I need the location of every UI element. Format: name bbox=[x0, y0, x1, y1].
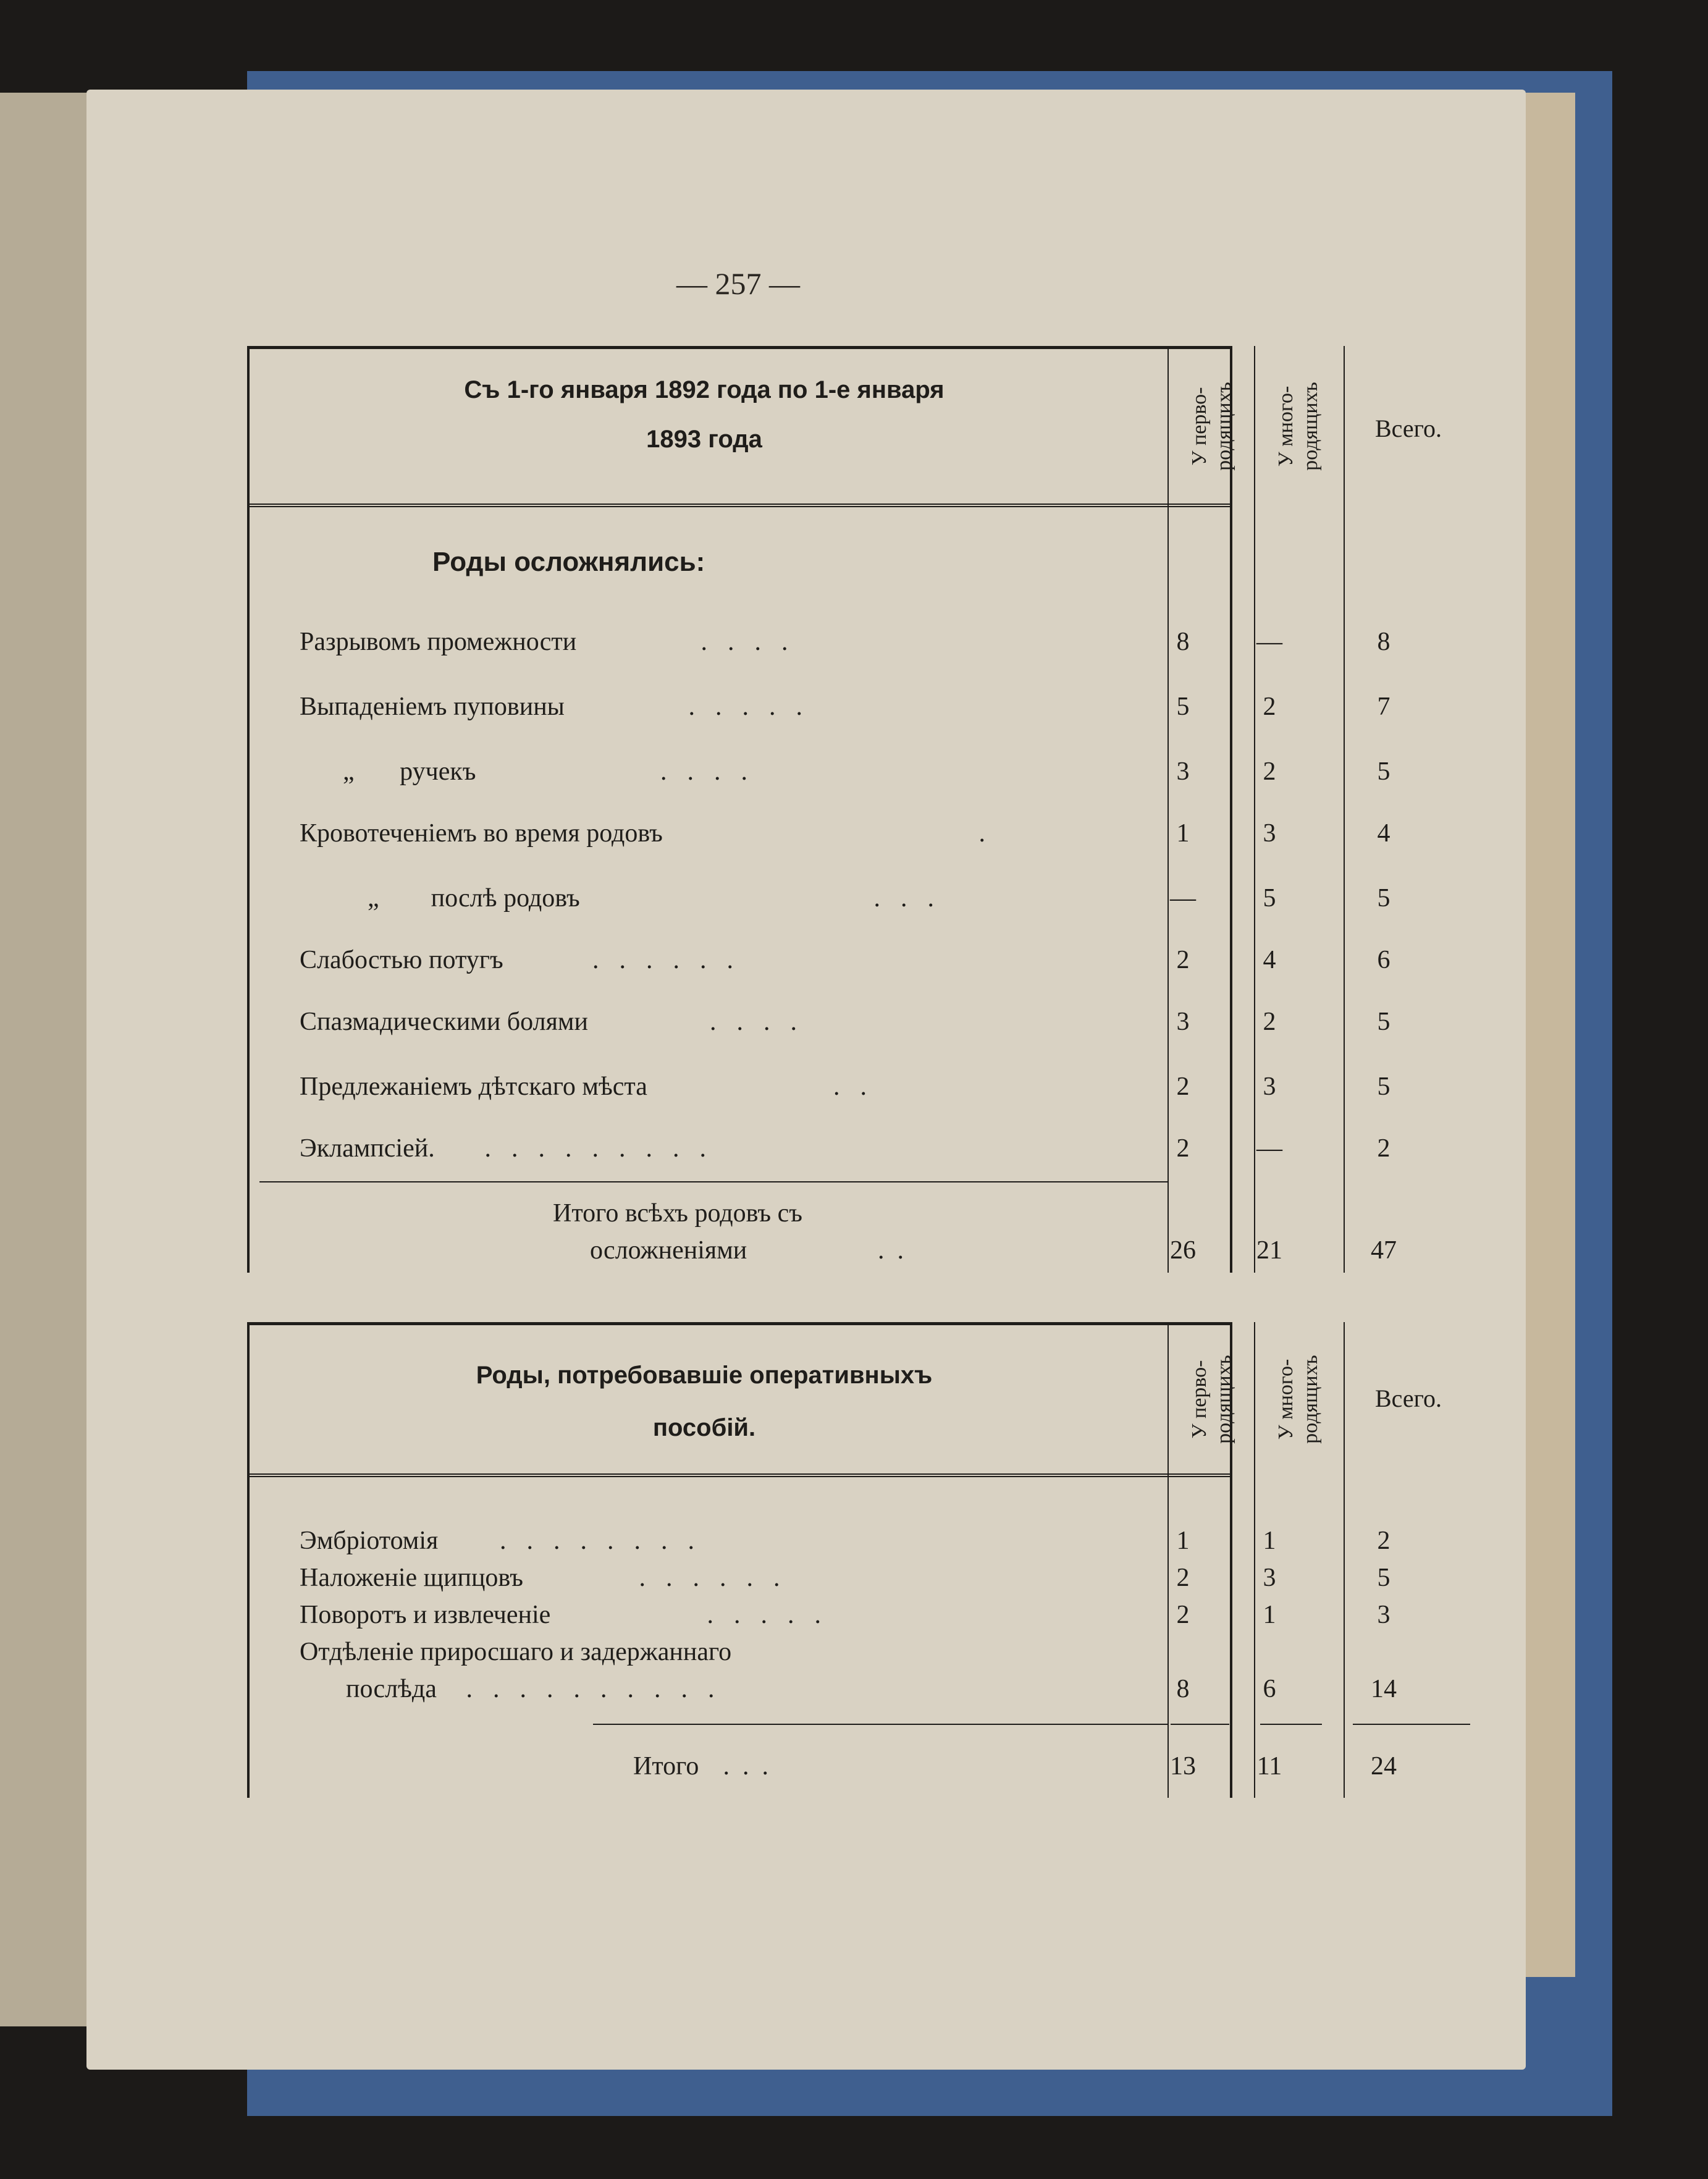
total-primiparae: 26 bbox=[1170, 1236, 1196, 1265]
cell-primiparae: 8 bbox=[1176, 628, 1190, 656]
table-header-line1: Роды, потребовавшіе оперативныхъ bbox=[476, 1362, 933, 1389]
cell-primiparae: 2 bbox=[1176, 1601, 1190, 1629]
row-label: „ ручекъ bbox=[343, 757, 476, 786]
row-label: Эклампсіей. bbox=[300, 1134, 435, 1163]
cell-multiparae: 3 bbox=[1263, 1073, 1276, 1101]
cell-primiparae: 2 bbox=[1176, 946, 1190, 974]
cell-primiparae: 3 bbox=[1176, 1008, 1190, 1036]
row-leader-dots: . . . . . . . . . bbox=[476, 1134, 709, 1163]
row-label: Разрывомъ промежности bbox=[300, 628, 577, 656]
table-header-line1: Съ 1-го января 1892 года по 1-е января bbox=[464, 376, 944, 403]
cell-total: 5 bbox=[1377, 1008, 1390, 1036]
cell-multiparae: 5 bbox=[1263, 884, 1276, 912]
table-row bbox=[247, 1637, 1232, 1674]
table-operations bbox=[247, 1322, 1442, 1798]
row-label: Отдѣленіе приросшаго и задержаннаго bbox=[300, 1638, 732, 1666]
row-leader-dots: . . . . . . . . . . bbox=[457, 1675, 717, 1703]
table-row bbox=[247, 692, 1390, 729]
page-number: — 257 — bbox=[676, 266, 800, 301]
table-row bbox=[247, 819, 1390, 856]
left-page-edge bbox=[0, 93, 93, 2026]
table-row bbox=[247, 1134, 1390, 1171]
total-leader-dots: . . bbox=[865, 1236, 904, 1265]
cell-multiparae: 3 bbox=[1263, 819, 1276, 848]
row-leader-dots: . . . . bbox=[642, 757, 750, 786]
total-all: 47 bbox=[1371, 1236, 1397, 1265]
table-complications bbox=[247, 346, 1442, 1273]
table-row bbox=[247, 627, 1390, 664]
cell-total: 4 bbox=[1377, 819, 1390, 848]
total-rule bbox=[1171, 1724, 1229, 1725]
cell-multiparae: 6 bbox=[1263, 1675, 1276, 1703]
table-row bbox=[247, 945, 1390, 982]
row-leader-dots: . . . . bbox=[692, 628, 791, 656]
row-label: Выпаденіемъ пуповины bbox=[300, 693, 565, 721]
row-label: Эмбріотомія bbox=[300, 1527, 439, 1555]
header-separator bbox=[247, 1473, 1232, 1477]
table-header-line2: пособій. bbox=[652, 1414, 756, 1441]
cell-multiparae: — bbox=[1256, 1134, 1282, 1163]
cell-multiparae: 4 bbox=[1263, 946, 1276, 974]
cell-primiparae: 2 bbox=[1176, 1134, 1190, 1163]
row-leader-dots: . . . . . bbox=[679, 693, 805, 721]
total-label: Итого bbox=[633, 1752, 699, 1781]
cell-primiparae: 5 bbox=[1176, 693, 1190, 721]
total-leader-dots: . . . bbox=[717, 1752, 768, 1781]
row-label: послѣда bbox=[346, 1675, 437, 1703]
cell-multiparae: 1 bbox=[1263, 1601, 1276, 1629]
cell-primiparae: 3 bbox=[1176, 757, 1190, 786]
column-divider bbox=[1344, 1322, 1345, 1798]
row-leader-dots: . . . . . bbox=[698, 1601, 823, 1629]
table-total-row bbox=[247, 1751, 1397, 1789]
cell-total: 5 bbox=[1377, 1073, 1390, 1101]
total-multiparae: 11 bbox=[1256, 1752, 1282, 1781]
table-row bbox=[247, 1600, 1390, 1637]
row-label: Предлежаніемъ дѣтскаго мѣста bbox=[300, 1073, 647, 1101]
cell-total: 7 bbox=[1377, 693, 1390, 721]
cell-primiparae: 2 bbox=[1176, 1073, 1190, 1101]
row-label: Спазмадическими болями bbox=[300, 1008, 588, 1036]
cell-total: 14 bbox=[1371, 1675, 1397, 1703]
cell-multiparae: 2 bbox=[1263, 693, 1276, 721]
row-leader-dots: . bbox=[970, 819, 988, 848]
cell-total: 8 bbox=[1377, 628, 1390, 656]
cell-total: 3 bbox=[1377, 1601, 1390, 1629]
cell-primiparae: 2 bbox=[1176, 1564, 1190, 1592]
table-row bbox=[247, 1072, 1390, 1109]
table-top-rule bbox=[247, 346, 1232, 349]
section-subtitle: Роды осложнялись: bbox=[432, 547, 705, 577]
row-leader-dots: . . . . . . . . bbox=[482, 1527, 697, 1555]
table-total-row bbox=[247, 1236, 1397, 1273]
cell-primiparae: 8 bbox=[1176, 1675, 1190, 1703]
total-label-line1: Итого всѣхъ родовъ съ bbox=[553, 1199, 802, 1228]
column-header-total: Всего. bbox=[1374, 415, 1442, 442]
cell-primiparae: — bbox=[1170, 884, 1196, 912]
total-label-line2: осложненіями bbox=[590, 1236, 747, 1265]
cell-primiparae: 1 bbox=[1176, 819, 1190, 848]
total-rule bbox=[1353, 1724, 1470, 1725]
column-header-total: Всего. bbox=[1374, 1385, 1442, 1412]
column-header-multiparae: У много- родящихъ bbox=[1274, 1355, 1322, 1444]
row-leader-dots: . . . . . . bbox=[630, 1564, 783, 1592]
row-label: „ послѣ родовъ bbox=[368, 884, 580, 912]
total-all: 24 bbox=[1371, 1752, 1397, 1781]
table-top-rule bbox=[247, 1322, 1232, 1325]
cell-total: 5 bbox=[1377, 757, 1390, 786]
row-label: Слабостью потугъ bbox=[300, 946, 503, 974]
cell-multiparae: 3 bbox=[1263, 1564, 1276, 1592]
cell-total: 5 bbox=[1377, 1564, 1390, 1592]
row-leader-dots: . . . . bbox=[692, 1008, 799, 1036]
cell-primiparae: 1 bbox=[1176, 1527, 1190, 1555]
row-leader-dots: . . . bbox=[865, 884, 936, 912]
table-row bbox=[247, 757, 1390, 794]
total-rule bbox=[1260, 1724, 1322, 1725]
row-leader-dots: . . bbox=[815, 1073, 869, 1101]
total-rule bbox=[259, 1181, 1167, 1182]
cell-total: 2 bbox=[1377, 1134, 1390, 1163]
row-label: Наложеніе щипцовъ bbox=[300, 1564, 523, 1592]
row-leader-dots: . . . . . . bbox=[574, 946, 736, 974]
cell-multiparae: 1 bbox=[1263, 1527, 1276, 1555]
table-header-line2: 1893 года bbox=[646, 426, 762, 453]
column-header-primiparae: У перво- родящихъ bbox=[1188, 1355, 1235, 1444]
cell-total: 5 bbox=[1377, 884, 1390, 912]
table-row bbox=[247, 1007, 1390, 1044]
total-primiparae: 13 bbox=[1170, 1752, 1196, 1781]
column-header-primiparae: У перво- родящихъ bbox=[1188, 382, 1235, 471]
table-row bbox=[247, 883, 1390, 921]
header-separator bbox=[247, 504, 1232, 507]
total-rule bbox=[593, 1724, 1167, 1725]
cell-total: 6 bbox=[1377, 946, 1390, 974]
row-label: Поворотъ и извлеченіе bbox=[300, 1601, 551, 1629]
cell-multiparae: — bbox=[1256, 628, 1282, 656]
cell-multiparae: 2 bbox=[1263, 1008, 1276, 1036]
total-multiparae: 21 bbox=[1256, 1236, 1282, 1265]
cell-multiparae: 2 bbox=[1263, 757, 1276, 786]
table-row bbox=[247, 1526, 1390, 1563]
cell-total: 2 bbox=[1377, 1527, 1390, 1555]
row-label: Кровотеченіемъ во время родовъ bbox=[300, 819, 663, 848]
table-row bbox=[247, 1674, 1397, 1711]
column-header-multiparae: У много- родящихъ bbox=[1274, 382, 1322, 471]
table-row bbox=[247, 1563, 1390, 1600]
